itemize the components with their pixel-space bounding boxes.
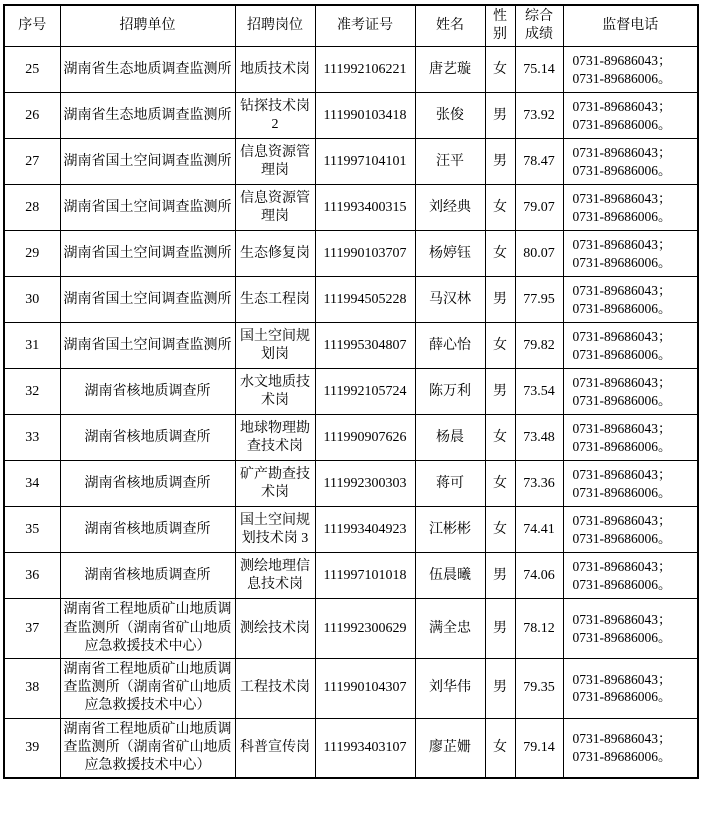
cell-ticket-number: 111990907626 bbox=[315, 415, 415, 461]
phone-line-2: 0731-89686006。 bbox=[572, 689, 672, 705]
cell-row-number: 39 bbox=[4, 718, 60, 778]
cell-unit: 湖南省核地质调查所 bbox=[60, 369, 235, 415]
table-row bbox=[4, 323, 698, 369]
cell-gender: 男 bbox=[485, 658, 515, 718]
cell-post: 地质技术岗 bbox=[235, 47, 315, 93]
phone-line-1: 0731-89686043； bbox=[572, 671, 672, 687]
phone-line-1: 0731-89686043； bbox=[572, 99, 672, 115]
cell-unit: 湖南省工程地质矿山地质调查监测所（湖南省矿山地质应急救援技术中心） bbox=[60, 599, 235, 659]
cell-phone bbox=[563, 507, 698, 553]
cell-ticket-number: 111992106221 bbox=[315, 47, 415, 93]
cell-unit: 湖南省国土空间调查监测所 bbox=[60, 277, 235, 323]
cell-post: 生态修复岗 bbox=[235, 231, 315, 277]
table-row bbox=[4, 415, 698, 461]
cell-gender: 男 bbox=[485, 599, 515, 659]
table-row bbox=[4, 185, 698, 231]
cell-gender: 男 bbox=[485, 277, 515, 323]
phone-line-2: 0731-89686006。 bbox=[572, 300, 672, 316]
cell-post: 测绘地理信息技术岗 bbox=[235, 553, 315, 599]
cell-phone bbox=[563, 599, 698, 659]
cell-name: 杨婷钰 bbox=[415, 231, 485, 277]
cell-name: 张俊 bbox=[415, 93, 485, 139]
cell-post: 地球物理勘查技术岗 bbox=[235, 415, 315, 461]
cell-phone bbox=[563, 369, 698, 415]
phone-line-1: 0731-89686043； bbox=[572, 612, 672, 628]
phone-line-2: 0731-89686006。 bbox=[572, 576, 672, 592]
phone-line-1: 0731-89686043； bbox=[572, 513, 672, 529]
cell-unit: 湖南省核地质调查所 bbox=[60, 507, 235, 553]
cell-gender: 男 bbox=[485, 553, 515, 599]
cell-gender: 男 bbox=[485, 93, 515, 139]
cell-post: 国土空间规划岗 bbox=[235, 323, 315, 369]
cell-gender: 女 bbox=[485, 323, 515, 369]
cell-score: 73.54 bbox=[515, 369, 563, 415]
cell-unit: 湖南省生态地质调查监测所 bbox=[60, 93, 235, 139]
phone-line-2: 0731-89686006。 bbox=[572, 629, 672, 645]
table-row bbox=[4, 93, 698, 139]
cell-name: 江彬彬 bbox=[415, 507, 485, 553]
cell-name: 唐艺璇 bbox=[415, 47, 485, 93]
cell-ticket-number: 111990103707 bbox=[315, 231, 415, 277]
cell-row-number: 27 bbox=[4, 139, 60, 185]
cell-unit: 湖南省国土空间调查监测所 bbox=[60, 139, 235, 185]
cell-phone bbox=[563, 323, 698, 369]
cell-score: 79.35 bbox=[515, 658, 563, 718]
cell-row-number: 36 bbox=[4, 553, 60, 599]
cell-phone bbox=[563, 461, 698, 507]
cell-score: 73.92 bbox=[515, 93, 563, 139]
cell-score: 79.07 bbox=[515, 185, 563, 231]
table-body bbox=[4, 47, 698, 778]
header-row bbox=[4, 5, 698, 47]
cell-name: 满全忠 bbox=[415, 599, 485, 659]
cell-ticket-number: 111990104307 bbox=[315, 658, 415, 718]
cell-unit: 湖南省生态地质调查监测所 bbox=[60, 47, 235, 93]
cell-gender: 女 bbox=[485, 415, 515, 461]
cell-phone bbox=[563, 139, 698, 185]
col-header-gender: 性别 bbox=[485, 5, 515, 47]
results-table bbox=[3, 4, 699, 779]
phone-line-2: 0731-89686006。 bbox=[572, 392, 672, 408]
cell-ticket-number: 111997101018 bbox=[315, 553, 415, 599]
cell-ticket-number: 111994505228 bbox=[315, 277, 415, 323]
cell-row-number: 38 bbox=[4, 658, 60, 718]
cell-post: 信息资源管理岗 bbox=[235, 185, 315, 231]
cell-score: 79.14 bbox=[515, 718, 563, 778]
table-row bbox=[4, 507, 698, 553]
cell-row-number: 33 bbox=[4, 415, 60, 461]
cell-name: 刘经典 bbox=[415, 185, 485, 231]
cell-name: 蒋可 bbox=[415, 461, 485, 507]
cell-post: 信息资源管理岗 bbox=[235, 139, 315, 185]
cell-unit: 湖南省国土空间调查监测所 bbox=[60, 231, 235, 277]
cell-score: 73.48 bbox=[515, 415, 563, 461]
phone-line-2: 0731-89686006。 bbox=[572, 70, 672, 86]
table-row bbox=[4, 599, 698, 659]
phone-line-1: 0731-89686043； bbox=[572, 283, 672, 299]
cell-ticket-number: 111997104101 bbox=[315, 139, 415, 185]
cell-row-number: 30 bbox=[4, 277, 60, 323]
cell-score: 80.07 bbox=[515, 231, 563, 277]
phone-line-2: 0731-89686006。 bbox=[572, 208, 672, 224]
cell-post: 水文地质技术岗 bbox=[235, 369, 315, 415]
phone-line-2: 0731-89686006。 bbox=[572, 438, 672, 454]
cell-ticket-number: 111992105724 bbox=[315, 369, 415, 415]
cell-gender: 女 bbox=[485, 231, 515, 277]
cell-phone bbox=[563, 277, 698, 323]
phone-line-1: 0731-89686043； bbox=[572, 559, 672, 575]
cell-score: 75.14 bbox=[515, 47, 563, 93]
cell-unit: 湖南省国土空间调查监测所 bbox=[60, 185, 235, 231]
cell-gender: 女 bbox=[485, 461, 515, 507]
cell-gender: 女 bbox=[485, 507, 515, 553]
cell-ticket-number: 111993403107 bbox=[315, 718, 415, 778]
cell-ticket-number: 111993400315 bbox=[315, 185, 415, 231]
cell-gender: 女 bbox=[485, 718, 515, 778]
cell-row-number: 35 bbox=[4, 507, 60, 553]
cell-name: 杨晨 bbox=[415, 415, 485, 461]
cell-name: 薛心怡 bbox=[415, 323, 485, 369]
cell-row-number: 34 bbox=[4, 461, 60, 507]
cell-score: 74.41 bbox=[515, 507, 563, 553]
cell-ticket-number: 111995304807 bbox=[315, 323, 415, 369]
cell-ticket-number: 111992300629 bbox=[315, 599, 415, 659]
phone-line-2: 0731-89686006。 bbox=[572, 484, 672, 500]
table-row bbox=[4, 718, 698, 778]
cell-phone bbox=[563, 718, 698, 778]
cell-row-number: 25 bbox=[4, 47, 60, 93]
col-header-score: 综合成绩 bbox=[515, 5, 563, 47]
table-row bbox=[4, 369, 698, 415]
cell-gender: 男 bbox=[485, 369, 515, 415]
table-row bbox=[4, 461, 698, 507]
cell-gender: 男 bbox=[485, 139, 515, 185]
col-header-post: 招聘岗位 bbox=[235, 5, 315, 47]
table-header bbox=[4, 5, 698, 47]
cell-score: 74.06 bbox=[515, 553, 563, 599]
table-row bbox=[4, 231, 698, 277]
cell-name: 汪平 bbox=[415, 139, 485, 185]
cell-row-number: 31 bbox=[4, 323, 60, 369]
phone-line-1: 0731-89686043； bbox=[572, 375, 672, 391]
cell-phone bbox=[563, 415, 698, 461]
cell-name: 伍晨曦 bbox=[415, 553, 485, 599]
cell-ticket-number: 111992300303 bbox=[315, 461, 415, 507]
col-header-no: 序号 bbox=[4, 5, 60, 47]
phone-line-1: 0731-89686043； bbox=[572, 191, 672, 207]
cell-unit: 湖南省工程地质矿山地质调查监测所（湖南省矿山地质应急救援技术中心） bbox=[60, 658, 235, 718]
cell-row-number: 32 bbox=[4, 369, 60, 415]
cell-post: 工程技术岗 bbox=[235, 658, 315, 718]
phone-line-1: 0731-89686043； bbox=[572, 421, 672, 437]
cell-post: 钻探技术岗 2 bbox=[235, 93, 315, 139]
cell-name: 马汉林 bbox=[415, 277, 485, 323]
cell-gender: 女 bbox=[485, 185, 515, 231]
cell-unit: 湖南省核地质调查所 bbox=[60, 461, 235, 507]
table-row bbox=[4, 553, 698, 599]
cell-phone bbox=[563, 658, 698, 718]
cell-score: 78.12 bbox=[515, 599, 563, 659]
phone-line-1: 0731-89686043； bbox=[572, 145, 672, 161]
cell-row-number: 29 bbox=[4, 231, 60, 277]
cell-phone bbox=[563, 93, 698, 139]
table-row bbox=[4, 658, 698, 718]
cell-row-number: 26 bbox=[4, 93, 60, 139]
col-header-phone: 监督电话 bbox=[563, 5, 698, 47]
phone-line-1: 0731-89686043； bbox=[572, 467, 672, 483]
cell-unit: 湖南省工程地质矿山地质调查监测所（湖南省矿山地质应急救援技术中心） bbox=[60, 718, 235, 778]
cell-unit: 湖南省核地质调查所 bbox=[60, 415, 235, 461]
cell-post: 生态工程岗 bbox=[235, 277, 315, 323]
cell-phone bbox=[563, 553, 698, 599]
cell-post: 国土空间规划技术岗 3 bbox=[235, 507, 315, 553]
phone-line-2: 0731-89686006。 bbox=[572, 254, 672, 270]
table-row bbox=[4, 47, 698, 93]
cell-phone bbox=[563, 47, 698, 93]
table-row bbox=[4, 139, 698, 185]
phone-line-1: 0731-89686043； bbox=[572, 237, 672, 253]
cell-unit: 湖南省国土空间调查监测所 bbox=[60, 323, 235, 369]
cell-row-number: 37 bbox=[4, 599, 60, 659]
cell-name: 刘华伟 bbox=[415, 658, 485, 718]
cell-score: 78.47 bbox=[515, 139, 563, 185]
phone-line-2: 0731-89686006。 bbox=[572, 346, 672, 362]
phone-line-2: 0731-89686006。 bbox=[572, 162, 672, 178]
phone-line-1: 0731-89686043； bbox=[572, 731, 672, 747]
phone-line-1: 0731-89686043； bbox=[572, 329, 672, 345]
col-header-ticket: 准考证号 bbox=[315, 5, 415, 47]
cell-row-number: 28 bbox=[4, 185, 60, 231]
cell-score: 73.36 bbox=[515, 461, 563, 507]
cell-phone bbox=[563, 185, 698, 231]
cell-unit: 湖南省核地质调查所 bbox=[60, 553, 235, 599]
phone-line-2: 0731-89686006。 bbox=[572, 530, 672, 546]
cell-score: 77.95 bbox=[515, 277, 563, 323]
col-header-unit: 招聘单位 bbox=[60, 5, 235, 47]
col-header-name: 姓名 bbox=[415, 5, 485, 47]
cell-post: 测绘技术岗 bbox=[235, 599, 315, 659]
table-row bbox=[4, 277, 698, 323]
cell-ticket-number: 111993404923 bbox=[315, 507, 415, 553]
phone-line-2: 0731-89686006。 bbox=[572, 116, 672, 132]
cell-gender: 女 bbox=[485, 47, 515, 93]
cell-post: 矿产勘查技术岗 bbox=[235, 461, 315, 507]
cell-score: 79.82 bbox=[515, 323, 563, 369]
cell-phone bbox=[563, 231, 698, 277]
cell-name: 廖芷姗 bbox=[415, 718, 485, 778]
phone-line-1: 0731-89686043； bbox=[572, 53, 672, 69]
cell-name: 陈万利 bbox=[415, 369, 485, 415]
cell-ticket-number: 111990103418 bbox=[315, 93, 415, 139]
cell-post: 科普宣传岗 bbox=[235, 718, 315, 778]
phone-line-2: 0731-89686006。 bbox=[572, 748, 672, 764]
